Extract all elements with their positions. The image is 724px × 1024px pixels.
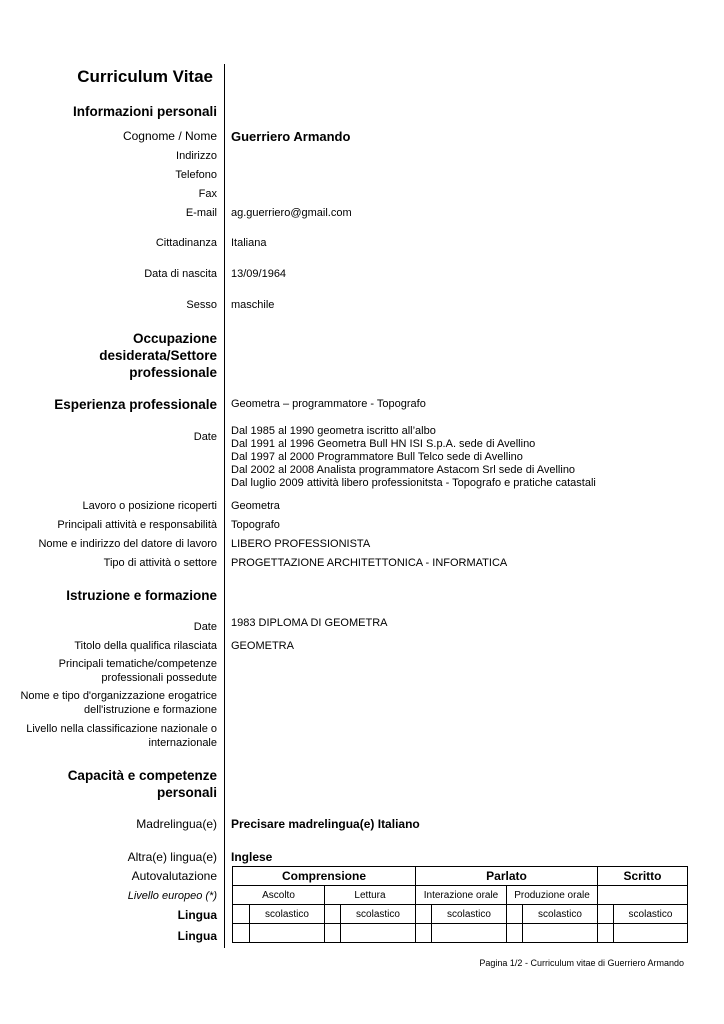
- subheader-lettura: Lettura: [325, 886, 416, 905]
- header-scritto: Scritto: [598, 867, 688, 886]
- citizenship-label: Cittadinanza: [155, 237, 217, 249]
- level-code-cell: [507, 924, 523, 943]
- page-title: Curriculum Vitae: [77, 67, 213, 86]
- classification-level-label: Livello nella classificazione nazionale o internazionale: [26, 723, 217, 749]
- section-heading-occupation: [99, 330, 217, 381]
- mother-tongue-value: Precisare madrelingua(e) Italiano: [231, 817, 420, 831]
- table-row: [233, 905, 688, 924]
- level-cell: scolastico: [523, 905, 598, 924]
- education-dates-label: Date: [193, 621, 217, 633]
- experience-date-entry: Dal 2002 al 2008 Analista programmatore Astacom Srl sede di Avellino: [231, 464, 576, 476]
- mother-tongue-label: Madrelingua(e): [136, 817, 217, 831]
- language-assessment-table: [232, 866, 688, 943]
- sector-label: Tipo di attività o settore: [103, 557, 217, 569]
- level-cell: [614, 924, 688, 943]
- subheader-blank: [598, 886, 688, 905]
- skills-heading-line: Capacità e competenze: [67, 768, 217, 783]
- section-heading-skills: [68, 767, 217, 801]
- education-dates-value: 1983 DIPLOMA DI GEOMETRA: [231, 617, 388, 629]
- occupation-heading-line: professionale: [129, 365, 217, 380]
- table-row: [233, 924, 688, 943]
- other-languages-label: Altra(e) lingua(e): [127, 850, 217, 864]
- employer-value: LIBERO PROFESSIONISTA: [231, 538, 371, 550]
- sector-value: PROGETTAZIONE ARCHITETTONICA - INFORMATICA: [231, 557, 508, 569]
- language-row-label-1: Lingua: [177, 908, 217, 922]
- level-cell: scolastico: [432, 905, 507, 924]
- address-label: Indirizzo: [176, 150, 217, 162]
- level-code-cell: [416, 924, 432, 943]
- citizenship-value: Italiana: [231, 237, 267, 249]
- qualification-label: Titolo della qualifica rilasciata: [74, 640, 217, 652]
- level-code-cell: [233, 905, 250, 924]
- occupation-heading-line: desiderata/Settore: [99, 348, 217, 363]
- experience-date-entry: Dal 1985 al 1990 geometra iscritto all’albo: [231, 425, 436, 437]
- level-code-cell: [598, 924, 614, 943]
- email-label: E-mail: [185, 207, 217, 219]
- section-heading-experience: Esperienza professionale: [54, 397, 217, 412]
- european-level-label: Livello europeo (*): [127, 890, 217, 902]
- level-cell: scolastico: [614, 905, 688, 924]
- table-header-row: [233, 867, 688, 886]
- level-cell: [523, 924, 598, 943]
- activities-value: Topografo: [231, 519, 280, 531]
- level-cell: scolastico: [341, 905, 416, 924]
- language-row-label-2: Lingua: [177, 929, 217, 943]
- occupation-heading-line: Occupazione: [132, 331, 217, 346]
- header-comprensione: Comprensione: [233, 867, 416, 886]
- level-code-cell: [507, 905, 523, 924]
- level-cell: [250, 924, 325, 943]
- experience-role-summary: Geometra – programmatore - Topografo: [231, 398, 426, 410]
- section-heading-personal: Informazioni personali: [72, 104, 217, 119]
- level-code-cell: [325, 924, 341, 943]
- experience-dates-list: [231, 425, 596, 490]
- subheader-interazione: Interazione orale: [416, 886, 507, 905]
- level-cell: [341, 924, 416, 943]
- level-cell: [432, 924, 507, 943]
- header-parlato: Parlato: [416, 867, 598, 886]
- subjects-label: Principali tematiche/competenze professionali possedute: [58, 658, 217, 684]
- other-languages-value: Inglese: [231, 850, 273, 864]
- column-divider: [224, 64, 225, 948]
- section-heading-education: Istruzione e formazione: [66, 588, 217, 603]
- level-code-cell: [325, 905, 341, 924]
- birth-label: Data di nascita: [144, 268, 217, 280]
- level-code-cell: [233, 924, 250, 943]
- fax-label: Fax: [198, 188, 217, 200]
- email-value[interactable]: ag.guerriero@gmail.com: [231, 207, 352, 219]
- skills-heading-line: personali: [156, 785, 217, 800]
- organization-label: Nome e tipo d'organizzazione erogatrice dell'istruzione e formazione: [20, 690, 217, 716]
- level-code-cell: [416, 905, 432, 924]
- level-cell: scolastico: [250, 905, 325, 924]
- name-value: Guerriero Armando: [231, 129, 351, 144]
- experience-dates-label: Date: [193, 431, 217, 443]
- table-subheader-row: [233, 886, 688, 905]
- employer-label: Nome e indirizzo del datore di lavoro: [38, 538, 217, 550]
- position-value: Geometra: [231, 500, 280, 512]
- self-assessment-label: Autovalutazione: [131, 869, 217, 883]
- name-label: Cognome / Nome: [122, 129, 217, 143]
- sex-value: maschile: [231, 299, 275, 311]
- level-code-cell: [598, 905, 614, 924]
- subheader-produzione: Produzione orale: [507, 886, 598, 905]
- experience-date-entry: Dal 1997 al 2000 Programmatore Bull Telco sede di Avellino: [231, 451, 523, 463]
- position-label: Lavoro o posizione ricoperti: [82, 500, 217, 512]
- qualification-value: GEOMETRA: [231, 640, 294, 652]
- activities-label: Principali attività e responsabilità: [57, 519, 217, 531]
- phone-label: Telefono: [175, 169, 217, 181]
- birth-value: 13/09/1964: [231, 268, 287, 280]
- sex-label: Sesso: [186, 299, 217, 311]
- page-footer: Pagina 1/2 - Curriculum vitae di Guerriero Armando: [479, 958, 684, 968]
- subheader-ascolto: Ascolto: [233, 886, 325, 905]
- experience-date-entry: Dal 1991 al 1996 Geometra Bull HN ISI S.p.A. sede di Avellino: [231, 438, 536, 450]
- experience-date-entry: Dal luglio 2009 attività libero professionitsta - Topografo e pratiche catastali: [231, 477, 596, 489]
